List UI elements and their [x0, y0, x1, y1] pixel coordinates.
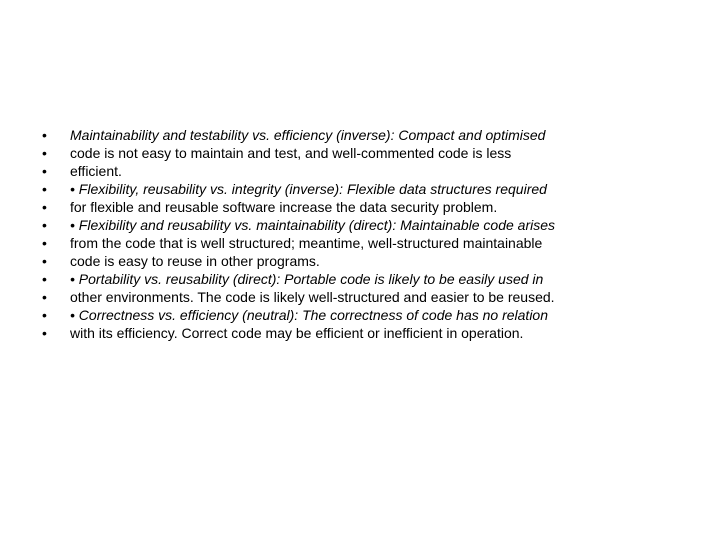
bullet-marker: • [42, 235, 47, 251]
bullet-list [42, 126, 682, 342]
line-text: • Correctness vs. efficiency (neutral): The correctness of code has no relation [70, 307, 549, 323]
line-text: • Flexibility, reusability vs. integrity (inverse): Flexible data structures required [70, 181, 547, 197]
line-text: with its efficiency. Correct code may be efficient or inefficient in operation. [70, 325, 524, 341]
list-item [42, 126, 682, 144]
bullet-marker: • [42, 181, 47, 197]
line-text: code is not easy to maintain and test, and well-commented code is less [70, 145, 512, 161]
list-item [42, 324, 682, 342]
list-item [42, 252, 682, 270]
line-text: efficient. [70, 163, 122, 179]
line-text: from the code that is well structured; meantime, well-structured maintainable [70, 235, 543, 251]
list-item [42, 144, 682, 162]
bullet-marker: • [42, 217, 47, 233]
list-item [42, 306, 682, 324]
bullet-marker: • [42, 127, 47, 143]
bullet-marker: • [42, 253, 47, 269]
list-item [42, 234, 682, 252]
line-text: • Flexibility and reusability vs. maintainability (direct): Maintainable code arises [70, 217, 555, 233]
list-item [42, 288, 682, 306]
list-item [42, 198, 682, 216]
line-text: code is easy to reuse in other programs. [70, 253, 320, 269]
bullet-marker: • [42, 145, 47, 161]
list-item [42, 162, 682, 180]
list-item [42, 270, 682, 288]
bullet-marker: • [42, 271, 47, 287]
line-text: other environments. The code is likely well-structured and easier to be reused. [70, 289, 555, 305]
bullet-marker: • [42, 325, 47, 341]
bullet-marker: • [42, 163, 47, 179]
line-text: for flexible and reusable software increase the data security problem. [70, 199, 498, 215]
line-text: • Portability vs. reusability (direct): Portable code is likely to be easily used in [70, 271, 544, 287]
list-item [42, 216, 682, 234]
bullet-marker: • [42, 307, 47, 323]
bullet-marker: • [42, 199, 47, 215]
bullet-marker: • [42, 289, 47, 305]
line-text: Maintainability and testability vs. efficiency (inverse): Compact and optimised [70, 127, 546, 143]
list-item [42, 180, 682, 198]
